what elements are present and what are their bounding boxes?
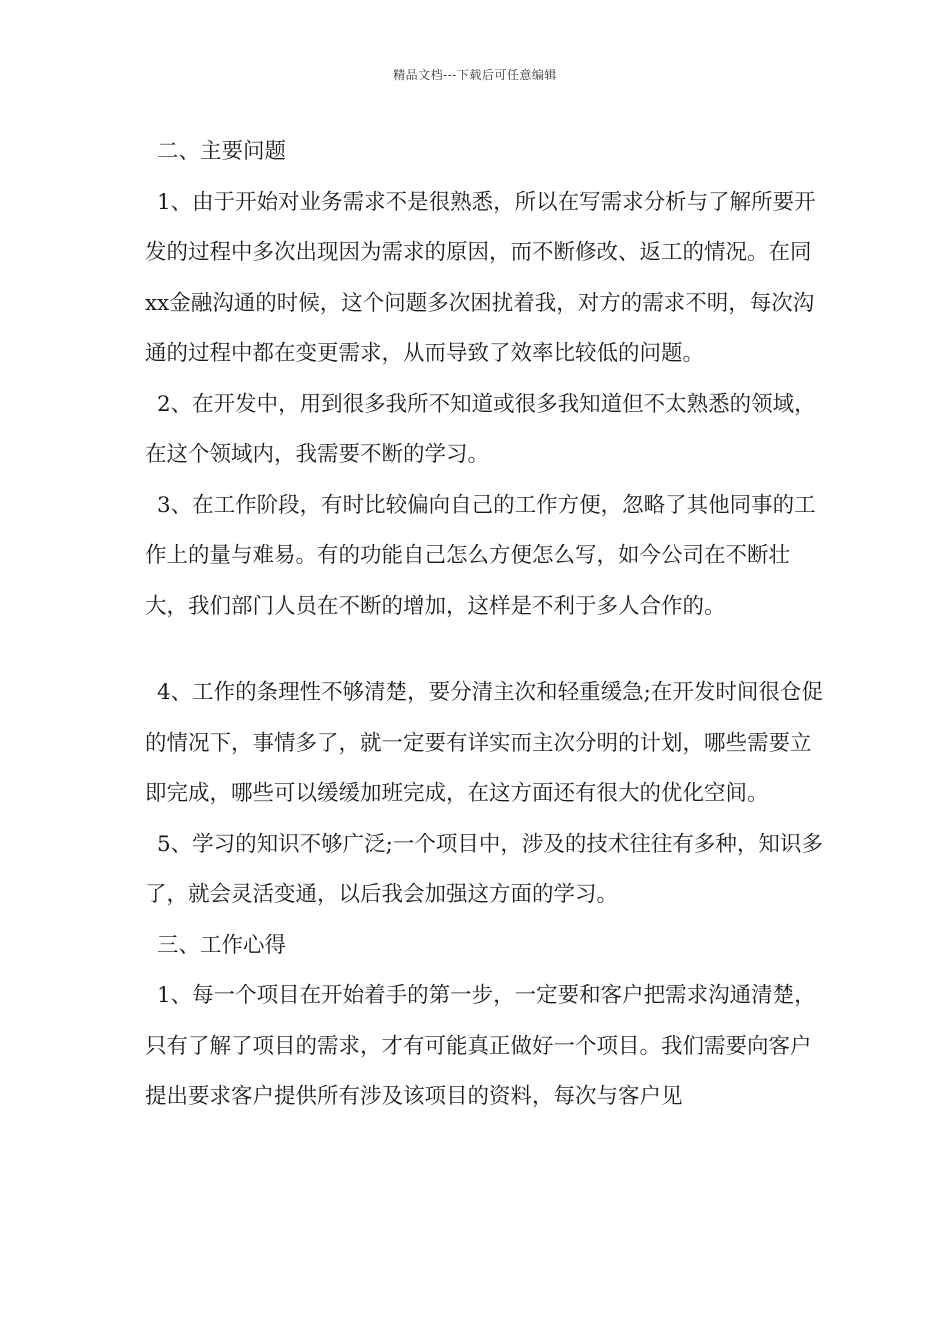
paragraph-insight-1: 1、每一个项目在开始着手的第一步，一定要和客户把需求沟通清楚，只有了解了项目的需求，才有可能真正做好一个项目。我们需要向客户提出要求客户提供所有涉及该项目的资料，每次与客户见	[145, 983, 816, 1109]
paragraph-problem-3: 3、在工作阶段，有时比较偏向自己的工作方便，忽略了其他同事的工作上的量与难易。有的功能自己怎么方便怎么写，如今公司在不断壮大，我们部门人员在不断的增加，这样是不利于多人合作的。	[145, 492, 816, 619]
paragraph-problem-2: 2、在开发中，用到很多我所不知道或很多我知道但不太熟悉的领域，在这个领域内，我需要不断的学习。	[145, 391, 816, 467]
section-heading-problems: 二、主要问题	[157, 139, 287, 164]
paragraph-problem-5: 5、学习的知识不够广泛;一个项目中，涉及的技术往往有多种，知识多了，就会灵活变通，以后我会加强这方面的学习。	[145, 831, 823, 907]
document-body	[145, 127, 825, 1123]
paragraph-problem-4: 4、工作的条理性不够清楚，要分清主次和轻重缓急;在开发时间很仓促的情况下，事情多了，就一定要有详实而主次分明的计划，哪些需要立即完成，哪些可以缓缓加班完成，在这方面还有很大的优化空间。	[145, 680, 823, 806]
paragraph-problem-1: 1、由于开始对业务需求不是很熟悉，所以在写需求分析与了解所要开发的过程中多次出现因为需求的原因，而不断修改、返工的情况。在同xx金融沟通的时候，这个问题多次困扰着我，对方的需求不明，每次沟通的过程中都在变更需求，从而导致了效率比较低的问题。	[145, 189, 816, 366]
page-header: 精品文档---下载后可任意编辑	[393, 68, 557, 82]
section-heading-insights: 三、工作心得	[157, 932, 287, 958]
paragraph-gap	[145, 632, 825, 668]
